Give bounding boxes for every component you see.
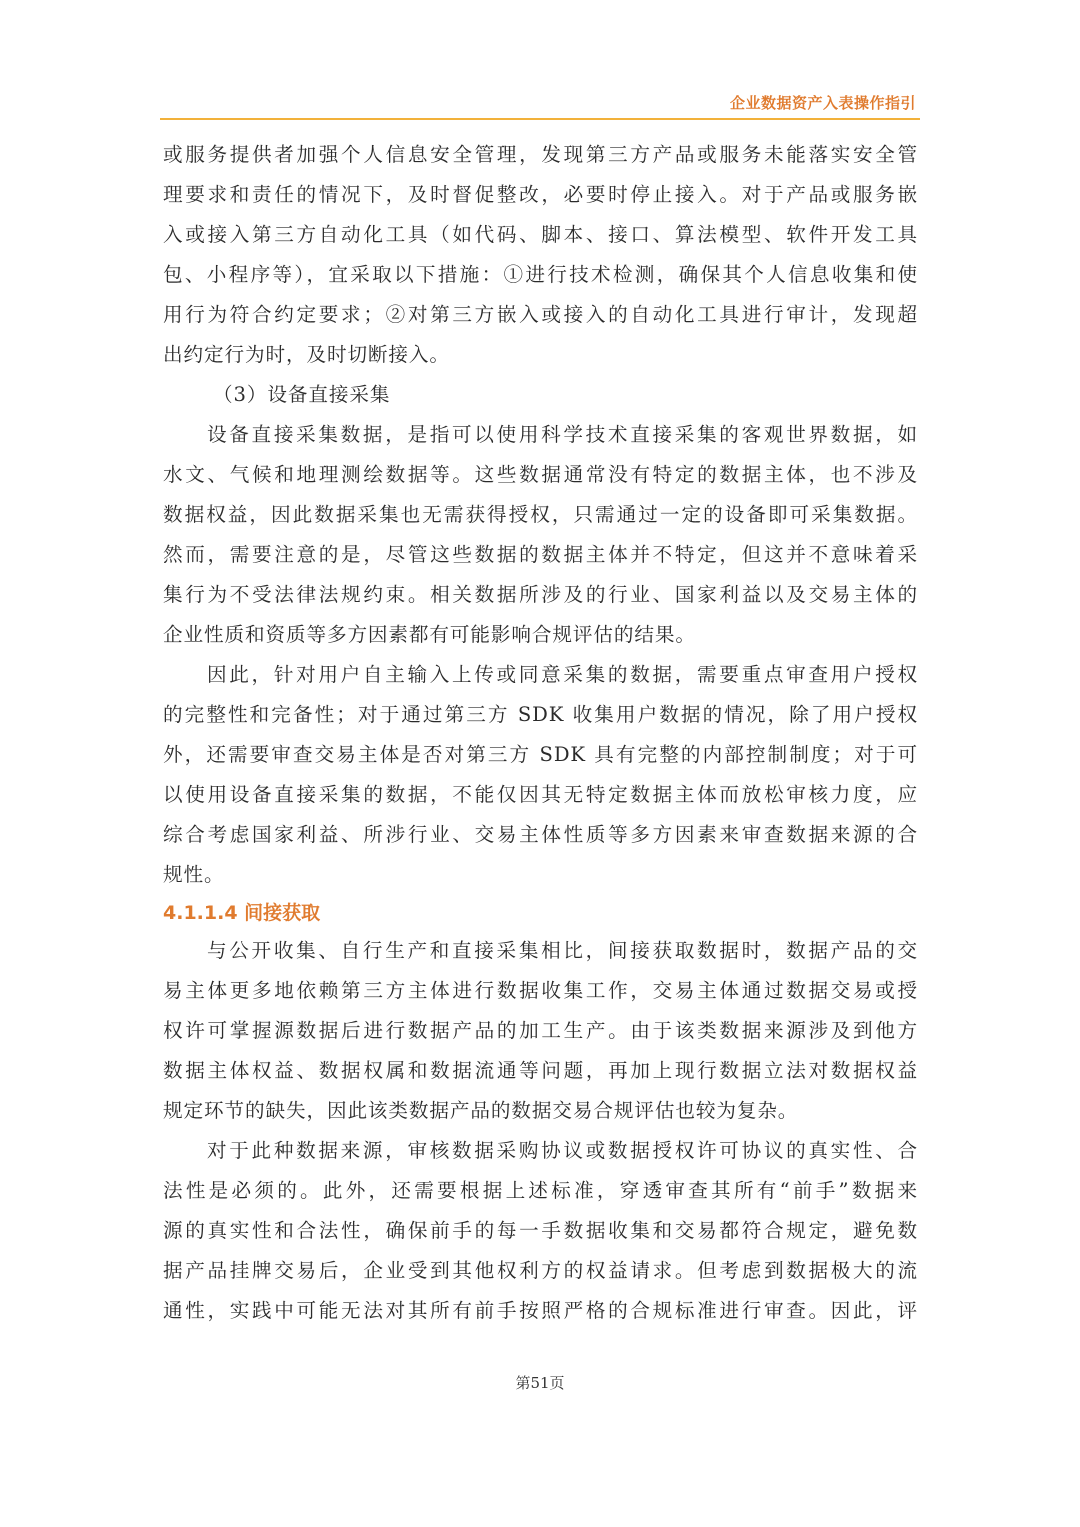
- text-line: 入或接入第三方自动化工具（如代码、脚本、接口、算法模型、软件开发工具: [163, 223, 918, 246]
- text-line: 易主体更多地依赖第三方主体进行数据收集工作，交易主体通过数据交易或授: [163, 979, 918, 1002]
- text-line: 用行为符合约定要求；②对第三方嵌入或接入的自动化工具进行审计，发现超: [163, 303, 918, 326]
- page-number: 第51页: [515, 1374, 565, 1392]
- text-line: 集行为不受法律法规约束。相关数据所涉及的行业、国家利益以及交易主体的: [163, 583, 918, 606]
- header-divider: [160, 118, 920, 120]
- document-title: 企业数据资产入表操作指引: [729, 94, 916, 112]
- page-header: [160, 90, 920, 120]
- text-line: 综合考虑国家利益、所涉行业、交易主体性质等多方因素来审查数据来源的合: [163, 823, 918, 846]
- text-line: 企业性质和资质等多方因素都有可能影响合规评估的结果。: [163, 623, 696, 646]
- section-heading: 4.1.1.4 间接获取: [163, 902, 321, 924]
- paragraph-2: [163, 415, 918, 655]
- text-line: 的完整性和完备性；对于通过第三方 SDK 收集用户数据的情况，除了用户授权: [163, 703, 918, 726]
- text-line: 法性是必须的。此外，还需要根据上述标准，穿透审查其所有“前手”数据来: [163, 1179, 918, 1202]
- subheading-device-collection: （3）设备直接采集: [213, 383, 391, 406]
- paragraph-5: [163, 1131, 918, 1331]
- text-line: 出约定行为时，及时切断接入。: [163, 343, 450, 366]
- text-line: 水文、气候和地理测绘数据等。这些数据通常没有特定的数据主体，也不涉及: [163, 463, 918, 486]
- text-line: 然而，需要注意的是，尽管这些数据的数据主体并不特定，但这并不意味着采: [163, 543, 918, 566]
- text-line: 权许可掌握源数据后进行数据产品的加工生产。由于该类数据来源涉及到他方: [163, 1019, 918, 1042]
- page-body: [163, 135, 918, 1331]
- text-line: 以使用设备直接采集的数据，不能仅因其无特定数据主体而放松审核力度，应: [163, 783, 918, 806]
- paragraph-4: [163, 931, 918, 1131]
- text-line: 规定环节的缺失，因此该类数据产品的数据交易合规评估也较为复杂。: [163, 1099, 799, 1122]
- text-line: 包、小程序等），宜采取以下措施：①进行技术检测，确保其个人信息收集和使: [163, 263, 918, 286]
- text-line: 对于此种数据来源，审核数据采购协议或数据授权许可协议的真实性、合: [207, 1139, 918, 1162]
- paragraph-3: [163, 655, 918, 895]
- text-line: 数据权益，因此数据采集也无需获得授权，只需通过一定的设备即可采集数据。: [163, 503, 918, 526]
- text-line: 通性，实践中可能无法对其所有前手按照严格的合规标准进行审查。因此，评: [163, 1299, 918, 1322]
- text-line: 外，还需要审查交易主体是否对第三方 SDK 具有完整的内部控制制度；对于可: [163, 743, 918, 766]
- text-line: 据产品挂牌交易后，企业受到其他权利方的权益请求。但考虑到数据极大的流: [163, 1259, 918, 1282]
- text-line: 理要求和责任的情况下，及时督促整改，必要时停止接入。对于产品或服务嵌: [163, 183, 918, 206]
- text-line: 与公开收集、自行生产和直接采集相比，间接获取数据时，数据产品的交: [207, 939, 918, 962]
- text-line: 规性。: [163, 863, 225, 886]
- text-line: 源的真实性和合法性，确保前手的每一手数据收集和交易都符合规定，避免数: [163, 1219, 918, 1242]
- paragraph-1: [163, 135, 918, 375]
- text-line: 数据主体权益、数据权属和数据流通等问题，再加上现行数据立法对数据权益: [163, 1059, 918, 1082]
- text-line: 设备直接采集数据，是指可以使用科学技术直接采集的客观世界数据，如: [207, 423, 918, 446]
- text-line: 或服务提供者加强个人信息安全管理，发现第三方产品或服务未能落实安全管: [163, 143, 918, 166]
- text-line: 因此，针对用户自主输入上传或同意采集的数据，需要重点审查用户授权: [207, 663, 918, 686]
